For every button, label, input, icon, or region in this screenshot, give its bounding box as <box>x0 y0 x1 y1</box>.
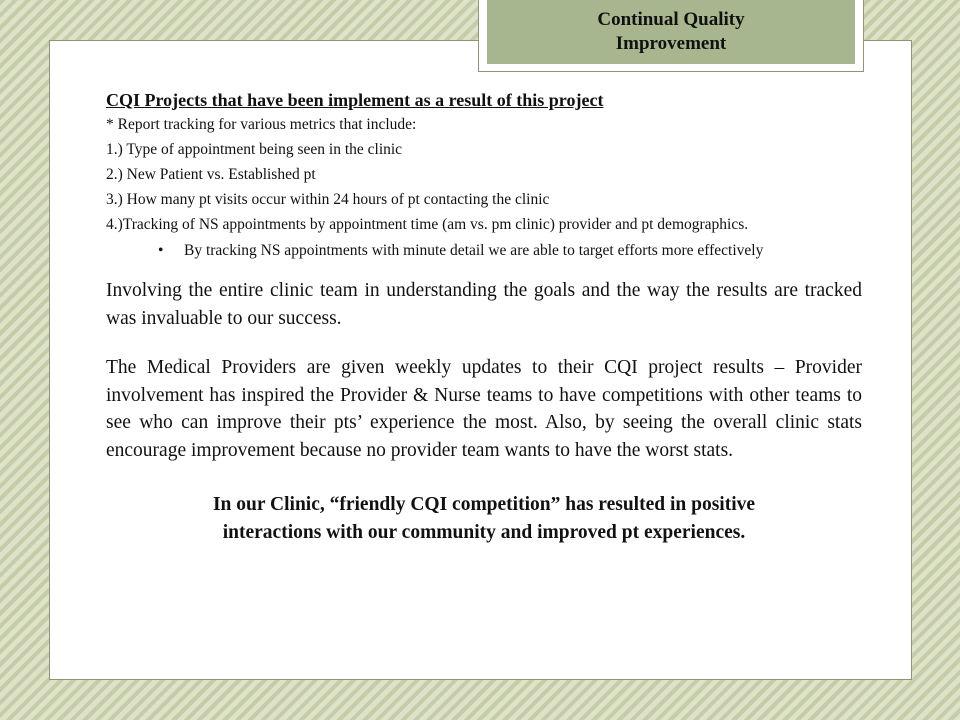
slide-title-line-2: Improvement <box>615 33 727 54</box>
list-item: 4.)Tracking of NS appointments by appointment time (am vs. pm clinic) provider and pt demographics. <box>106 216 749 233</box>
closing-statement <box>106 491 862 546</box>
paragraph-team-involvement: Involving the entire clinic team in understanding the goals and the way the results are tracked was invaluable to our success. <box>106 280 862 329</box>
closing-line-2: interactions with our community and improved pt experiences. <box>222 521 746 543</box>
bullet-icon: • <box>158 242 164 259</box>
closing-line-1: In our Clinic, “friendly CQI competition” has resulted in positive <box>212 494 756 515</box>
bullet-item <box>106 238 862 263</box>
title-tab <box>478 0 864 72</box>
slide-title <box>487 0 855 64</box>
section-heading: CQI Projects that have been implement as a result of this project <box>106 90 604 110</box>
list-item: 1.) Type of appointment being seen in the clinic <box>106 141 403 158</box>
report-intro: * Report tracking for various metrics that include: <box>106 116 417 133</box>
slide-title-line-1: Continual Quality <box>597 9 745 30</box>
list-item: 3.) How many pt visits occur within 24 hours of pt contacting the clinic <box>106 191 550 208</box>
bullet-text: By tracking NS appointments with minute detail we are able to target efforts more effectively <box>184 242 764 259</box>
list-item: 2.) New Patient vs. Established pt <box>106 166 316 183</box>
slide-content <box>106 88 862 546</box>
paragraph-provider-updates: The Medical Providers are given weekly updates to their CQI project results – Provider involvement has inspired the Provider & Nurse teams to have competitions with other teams to see who can improve their pts’ experience the most. Also, by seeing the overall clinic stats encourage improvement because no provider team wants to have the worst stats. <box>106 357 862 461</box>
